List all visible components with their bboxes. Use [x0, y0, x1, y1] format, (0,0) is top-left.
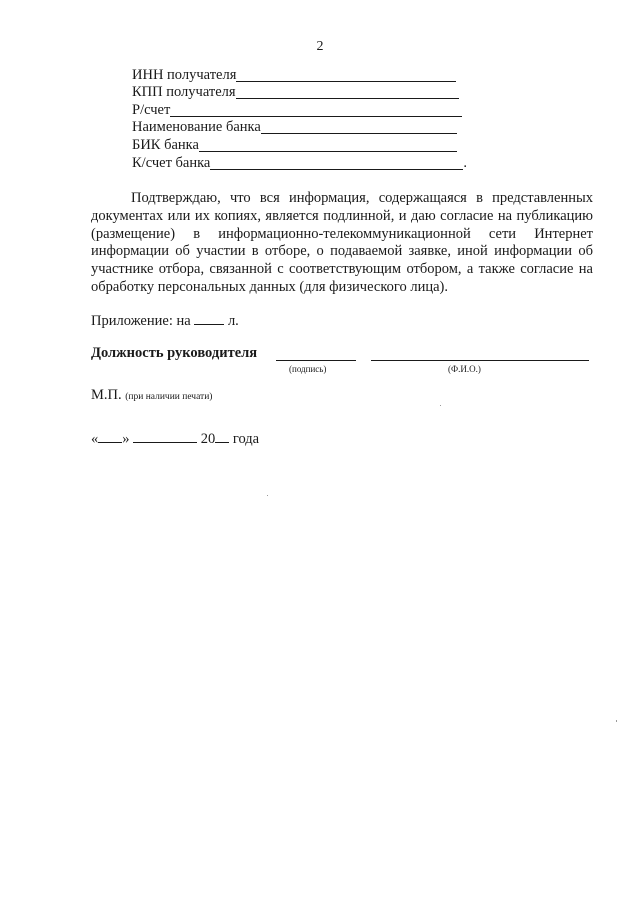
field-line-bank-name [261, 120, 457, 134]
stamp-note: (при наличии печати) [125, 392, 213, 402]
appendix-pages-blank [194, 312, 224, 325]
appendix-suffix: л. [227, 313, 239, 329]
date-line [91, 430, 259, 448]
year-suffix: года [232, 431, 260, 447]
field-row-kpp [132, 84, 482, 102]
field-row-corr-account: К/счет банка . [132, 154, 467, 171]
field-label-bank-name: Наименование банка [132, 119, 261, 136]
field-line-corr-account [210, 156, 463, 170]
field-row-inn [132, 66, 482, 84]
bank-details-fields [132, 66, 482, 172]
page-number: 2 [316, 39, 324, 54]
field-row-account [132, 101, 482, 119]
scan-speck [616, 720, 617, 722]
appendix-line [91, 312, 239, 330]
field-label-corr-account: К/счет банка [132, 154, 211, 171]
scan-speck [267, 495, 268, 496]
field-label-inn: ИНН получателя [132, 66, 237, 83]
stamp-label: М.П. [91, 387, 122, 403]
field-line-inn [236, 68, 456, 82]
field-label-account: Р/счет [132, 101, 171, 118]
field-label-bik: БИК банка [132, 136, 199, 153]
stamp-line [91, 387, 212, 404]
year-prefix: 20 [200, 431, 216, 447]
field-row-bik [132, 136, 482, 154]
position-title: Должность руководителя [91, 345, 258, 361]
date-close-quote: » [122, 431, 130, 447]
consent-paragraph: Подтверждаю, что вся информация, содержащаяся в представленных документах или их копиях, является подлинной, и даю согласие на публикацию (размещение) в информационно-телекоммуникационной сети Интернет информации об участии в отборе, о подаваемой заявке, иной информации об участнике отбора, связанной с соответствующим отбором, а также согласие на обработку персональных данных (для физического лица). [91, 190, 593, 295]
month-blank [133, 430, 197, 443]
name-caption: (Ф.И.О.) [448, 364, 481, 374]
field-line-kpp [236, 85, 459, 99]
field-line-bik [199, 138, 457, 152]
year-blank [215, 430, 229, 443]
signature-line [276, 360, 356, 361]
appendix-prefix: Приложение: на [91, 313, 191, 329]
field-line-account [170, 103, 462, 117]
signature-caption: (подпись) [289, 364, 327, 374]
name-line [371, 360, 589, 361]
scan-speck [440, 405, 441, 406]
field-label-kpp: КПП получателя [132, 84, 236, 101]
day-blank [98, 430, 122, 443]
field-row-bank-name [132, 119, 482, 137]
date-open-quote: « [91, 431, 99, 447]
